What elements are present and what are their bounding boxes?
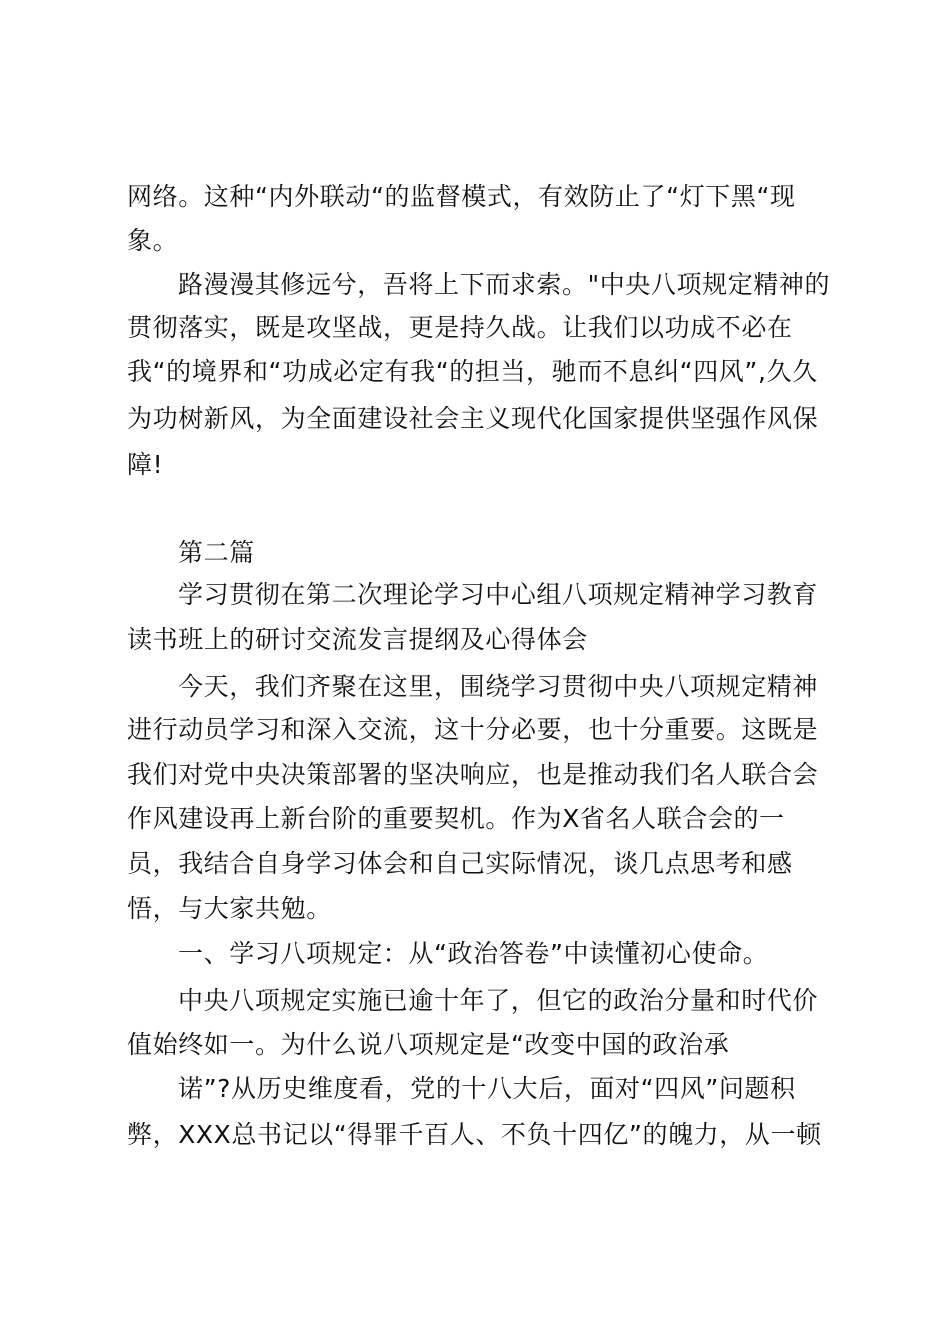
paragraph-line: 员，我结合自身学习体会和自己实际情况，谈几点思考和感: [127, 849, 793, 878]
subheading-line: 一、学习八项规定：从“政治答卷”中读懂初心使命。: [178, 939, 769, 968]
paragraph-line: 障!: [127, 450, 164, 479]
paragraph-line: 悟，与大家共勉。: [127, 894, 332, 923]
paragraph-line: 作风建设再上新台阶的重要契机。作为X省名人联合会的一: [127, 804, 785, 833]
paragraph-line: 进行动员学习和深入交流，这十分必要，也十分重要。这既是: [127, 715, 819, 744]
paragraph-line: 为功树新风，为全面建设社会主义现代化国家提供坚强作风保: [127, 404, 819, 433]
paragraph-line: 值始终如一。为什么说八项规定是“改变中国的政治承: [127, 1030, 730, 1059]
paragraph-line: 贯彻落实，既是攻坚战，更是持久战。让我们以功成不必在: [127, 313, 793, 342]
paragraph-line: 诺”?从历史维度看，党的十八大后，面对“四风”问题积: [178, 1074, 796, 1103]
paragraph-line: 我“的境界和“功成必定有我“的担当，驰而不息纠“四风”,久久: [127, 357, 818, 386]
article-title-line: 学习贯彻在第二次理论学习中心组八项规定精神学习教育: [178, 580, 819, 609]
article-title-line: 读书班上的研讨交流发言提纲及心得体会: [127, 625, 588, 654]
paragraph-line: 弊，XXX总书记以“得罪千百人、不负十四亿”的魄力，从一顿: [127, 1120, 822, 1149]
paragraph-line: 象。: [127, 226, 179, 255]
paragraph-line: 我们对党中央决策部署的坚决响应，也是推动我们名人联合会: [127, 760, 819, 789]
paragraph-line: 网络。这种“内外联动“的监督模式，有效防止了“灯下黑“现: [127, 182, 796, 211]
paragraph-line: 中央八项规定实施已逾十年了，但它的政治分量和时代价: [178, 986, 819, 1015]
section-heading: 第二篇: [178, 538, 255, 567]
paragraph-line: 路漫漫其修远兮，吾将上下而求索。"中央八项规定精神的: [178, 270, 831, 299]
paragraph-line: 今天，我们齐聚在这里，围绕学习贯彻中央八项规定精神: [178, 672, 819, 701]
